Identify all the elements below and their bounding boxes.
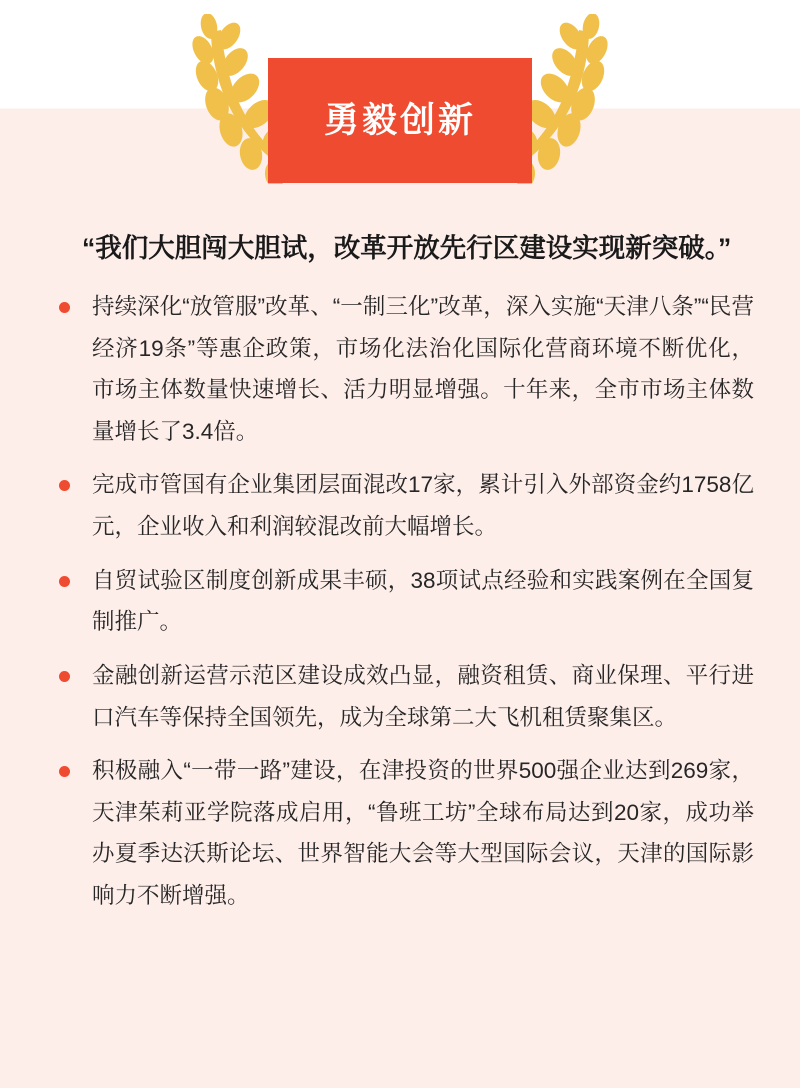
list-item-text: 持续深化“放管服”改革、“一制三化”改革，深入实施“天津八条”“民营经济19条”等惠企政策，市场化法治化国际化营商环境不断优化，市场主体数量快速增长、活力明显增强。十年来，全市市场主体数量增长了3.4倍。: [92, 293, 754, 444]
list-item-text: 完成市管国有企业集团层面混改17家，累计引入外部资金约1758亿元，企业收入和利润较混改前大幅增长。: [92, 472, 754, 540]
list-item-text: 积极融入“一带一路”建设，在津投资的世界500强企业达到269家，天津茱莉亚学院落成启用，“鲁班工坊”全球布局达到20家，成功举办夏季达沃斯论坛、世界智能大会等大型国际会议，天津的国际影响力不断增强。: [92, 758, 754, 909]
headline-quote: “我们大胆闯大胆试，改革开放先行区建设实现新突破。”: [82, 233, 732, 263]
list-item-text: 金融创新运营示范区建设成效凸显，融资租赁、商业保理、平行进口汽车等保持全国领先，成为全球第二大飞机租赁聚集区。: [92, 662, 754, 730]
banner-title-plate: [268, 58, 532, 183]
bullet-dot-icon: [59, 302, 70, 313]
bullet-dot-icon: [59, 480, 70, 491]
achievement-list: [46, 286, 754, 917]
banner-decoration: [0, 0, 800, 197]
banner-title: 勇毅创新: [323, 101, 476, 140]
list-item: [46, 464, 754, 547]
list-item: [46, 560, 754, 643]
article-content: [0, 197, 800, 917]
list-item: [46, 750, 754, 917]
bullet-dot-icon: [59, 766, 70, 777]
list-item: [46, 286, 754, 453]
list-item-text: 自贸试验区制度创新成果丰硕，38项试点经验和实践案例在全国复制推广。: [92, 567, 754, 635]
bullet-dot-icon: [59, 576, 70, 587]
bullet-dot-icon: [59, 671, 70, 682]
list-item: [46, 655, 754, 738]
page-banner: [0, 0, 800, 197]
